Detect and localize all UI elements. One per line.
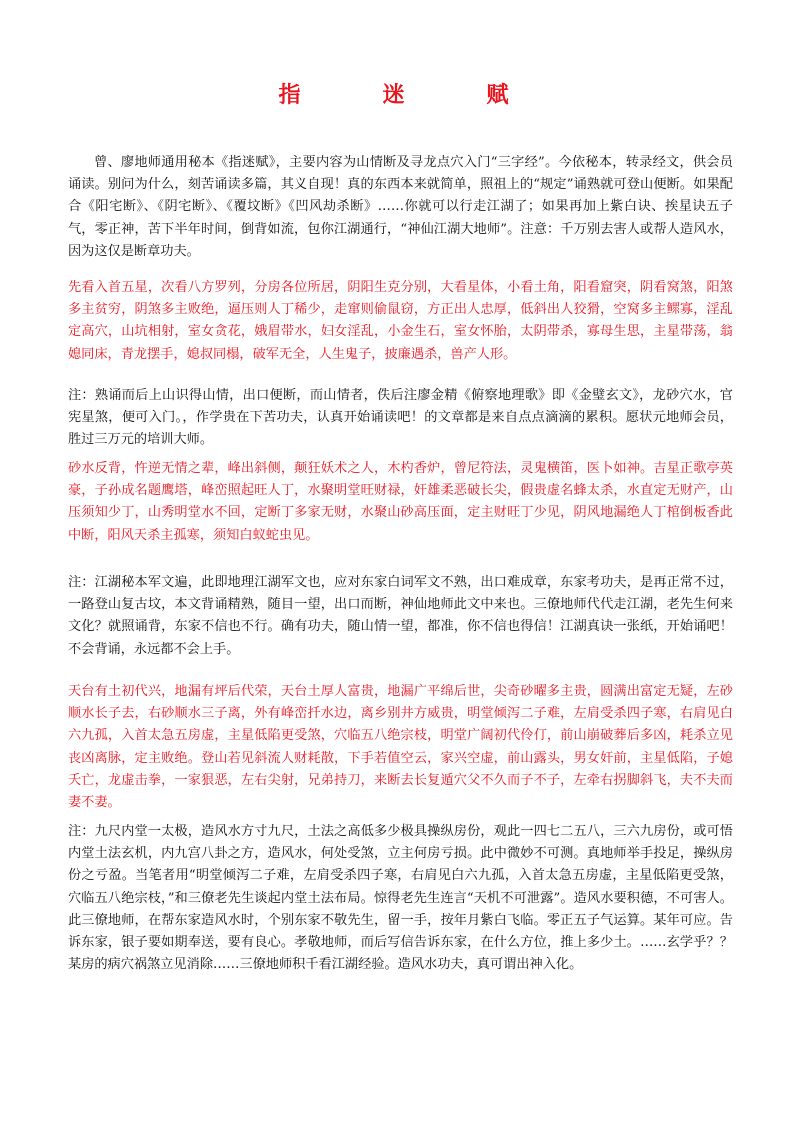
note-paragraph-2: 注：江湖秘本军文遍，此即地理江湖军文也，应对东家白词军文不熟，出口难成章，东家考功夫，是再正常不过，一路登山复古坟，本文背诵精熟，随目一望，出口而断，神仙地师此文中来也。三僚地师代代走江湖，老先生何来文化？就照诵背，东家不信也不行。确有功夫，随山情一望，都准，你不信也得信！江湖真诀一张纸，开始诵吧！不会背诵，永远都不会上手。 — [68, 575, 733, 657]
document-title: 指 迷 赋 — [278, 82, 539, 108]
verse-paragraph-3: 天台有土初代兴，地漏有坪后代荣，天台土厚人富贵，地漏广平绵后世，尖奇砂曜多主贵，圆满出富定无疑，左砂顺水长子去，右砂顺水三子离，外有峰峦扦水边，离乡别井方威贵，明堂倾泻二子难，左肩受杀四子寒，右肩见白六九孤，入首太急五房虚，主星低陷更受煞，穴临五八绝宗枝，明堂广阔初代伶仃，前山崩破葬后多凶，耗杀立见丧凶离脉，定主败绝。登山若见斜流人财耗散，下手若值空云，家兴空虚，前山露头，男女奸前，主星低陷，子媳夭亡，龙虚击拳，一家狠恶，左右尖射，兄弟持刀，来断去长复遁穴父不久而子不子，左牵右拐脚斜飞，夫不夫而妻不妻。 — [68, 684, 733, 811]
note-paragraph-3: 注：九尺内堂一太极，造风水方寸九尺，土法之高低多少极具操纵房份，观此一四七二五八，三六九房份，或可悟内堂土法玄机，内九宫八卦之方，造风水，何处受煞，立主何房亏损。此中微妙不可测。真地师举手投足，操纵房份之亏盈。当笔者用“明堂倾泻二子难，左肩受杀四子寒，右肩见白六九孤，入首太急五房虚，主星低陷更受煞，穴临五八绝宗枝，”和三僚老先生谈起内堂土法布局。惊得老先生连言“天机不可泄露”。造风水要积德，不可害人。此三僚地师，在帮东家造风水时，个别东家不敬先生，留一手，按年月紫白飞临。零正五子气运算。某年可应。告诉东家，银子要如期奉送，要有良心。孝敬地师，而后写信告诉东家，在什么方位，推上多少土。……玄学乎？？某房的病穴祸煞立见消除……三僚地师积千看江湖经验。造风水功夫，真可谓出神入化。 — [68, 824, 733, 973]
note-paragraph-1: 注：熟诵而后上山识得山情，出口便断，而山情者，佚后注廖金精《俯察地理歌》即《金璧玄文》，龙砂穴水，官宪星煞，便可入门。，作学贵在下苦功夫，认真开始诵读吧！的文章都是来自点点滴滴的累积。愿状元地师会员，胜过三万元的培训大师。 — [68, 388, 733, 448]
verse-paragraph-2: 砂水反背，忤逆无情之辈，峰出斜侧，颠狂妖术之人，木杓香炉，曾尼符法，灵鬼横笛，医卜如神。吉星正歌亭英豪，子孙成名题鹰塔，峰峦照起旺人丁，水聚明堂旺财禄，奸雄柔恶破长尖，假贵虚名蜂太杀，水直定无财产，山压须知少丁，山秀明堂水不回，定断丁多家无财，水聚山砂高压面，定主财旺丁少见，阴风地漏绝人丁棺倒板香此中断，阳风天杀主孤寒，须知白蚁蛇虫见。 — [68, 461, 733, 543]
verse-paragraph-1: 先看入首五星，次看八方罗列，分房各位所居，阴阳生克分别，大看星体，小看土角，阳看窟突，阴看窝煞，阳煞多主贫穷，阴煞多主败绝，逼压则人丁稀少，走窜则偷鼠窃，方正出人忠厚，低斜出人狡猾，空窝多主鳏寡，淫乱定高穴，山坑相射，室女贪花，娥眉带水，妇女淫乱，小金生石，室女怀胎，太阴带杀，寡母生思，主星带荡，翁媳同床，青龙摆手，媳叔同榻，破军无全，人生鬼子，披廉遇杀，兽产人形。 — [68, 280, 733, 362]
intro-paragraph: 曾、廖地师通用秘本《指迷赋》，主要内容为山情断及寻龙点穴入门“三字经”。今依秘本，转录经文，供会员诵读。别问为什么，刻苦诵读多篇，其义自现！真的东西本来就简单，照祖上的“规定”诵熟就可登山便断。如果配合《阳宅断》、《阴宅断》、《覆坟断》《凹风劫杀断》……你就可以行走江湖了；如果再加上紫白诀、挨星诀五子气，零正神，苦下半年时间，倒背如流，包你江湖通行，“神仙江湖大地师”。注意：千万别去害人或帮人造风水，因为这仅是断章功夫。 — [68, 155, 733, 259]
